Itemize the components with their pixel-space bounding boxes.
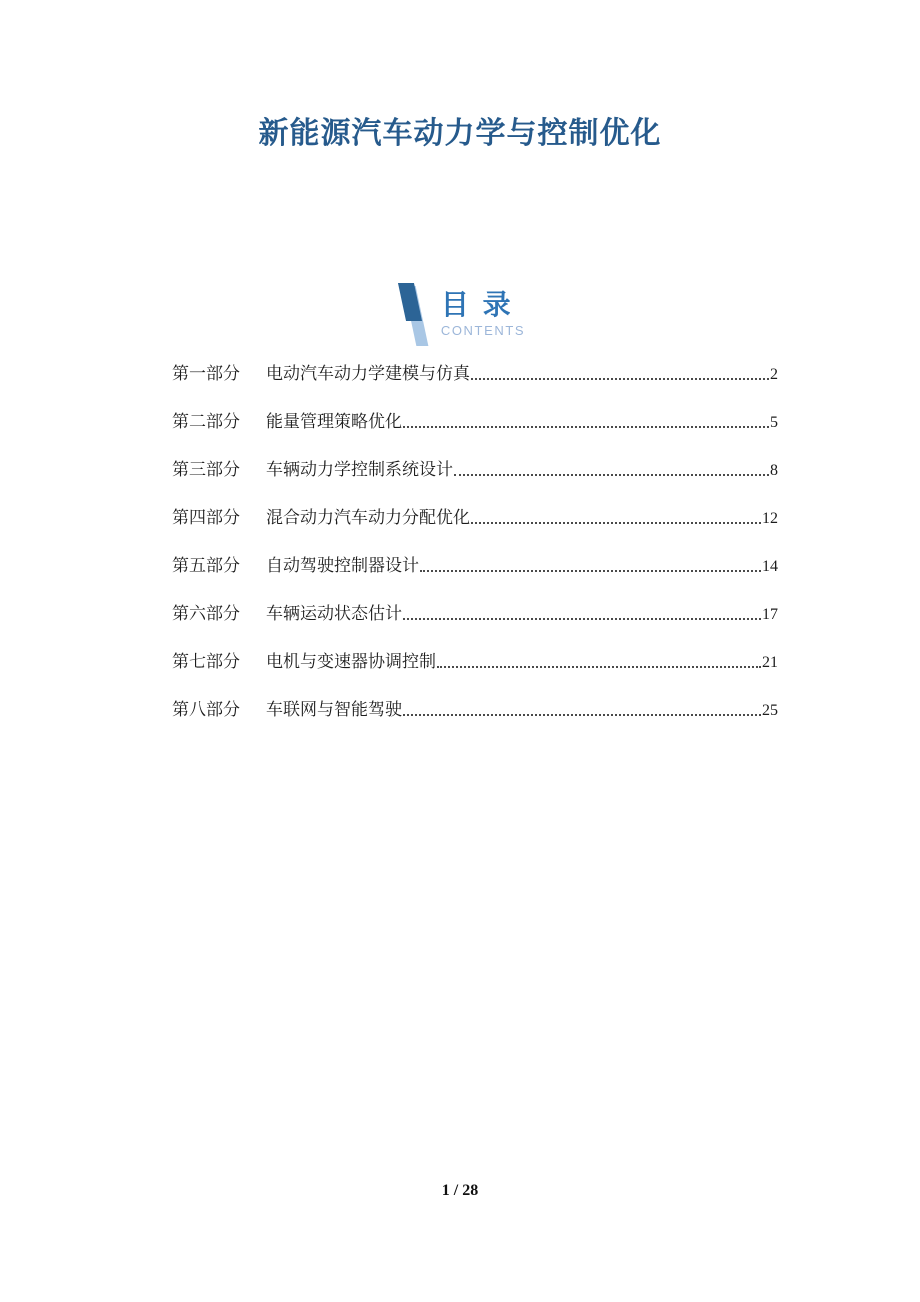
toc-dotted-leader — [471, 522, 761, 524]
toc-entry-label: 第五部分 — [172, 556, 240, 575]
toc-entry-label: 第四部分 — [172, 508, 240, 527]
page-number-indicator: 1 / 28 — [441, 1182, 479, 1199]
toc-dotted-leader — [454, 474, 769, 476]
toc-entry-title: 混合动力汽车动力分配优化 — [266, 508, 470, 527]
toc-entry-4 — [172, 506, 778, 528]
toc-header — [0, 283, 920, 349]
toc-entry-1 — [172, 362, 778, 384]
toc-entry-label: 第一部分 — [172, 364, 240, 383]
toc-entry-page: 21 — [762, 654, 778, 671]
toc-dotted-leader — [403, 618, 761, 620]
toc-entry-page: 5 — [770, 414, 778, 431]
toc-entry-3 — [172, 458, 778, 480]
toc-dotted-leader — [471, 378, 769, 380]
document-title: 新能源汽车动力学与控制优化 — [258, 117, 662, 150]
toc-entry-title: 车辆动力学控制系统设计 — [266, 460, 453, 479]
toc-entry-page: 2 — [770, 366, 778, 383]
toc-entry-page: 17 — [762, 606, 778, 623]
toc-entry-title: 能量管理策略优化 — [266, 412, 402, 431]
toc-entry-title: 电机与变速器协调控制 — [266, 652, 436, 671]
toc-subheading: CONTENTS — [440, 323, 526, 338]
toc-heading: 目 录 — [440, 289, 511, 320]
toc-entry-2 — [172, 410, 778, 432]
toc-entry-title: 车联网与智能驾驶 — [266, 700, 402, 719]
toc-entry-label: 第二部分 — [172, 412, 240, 431]
toc-entry-page: 25 — [762, 702, 778, 719]
toc-entry-label: 第八部分 — [172, 700, 240, 719]
toc-slash-icon — [395, 283, 435, 349]
toc-dotted-leader — [437, 666, 761, 668]
toc-entry-6 — [172, 602, 778, 624]
toc-entry-page: 8 — [770, 462, 778, 479]
toc-entry-page: 14 — [762, 558, 778, 575]
toc-entry-title: 自动驾驶控制器设计 — [266, 556, 419, 575]
toc-heading-group — [441, 283, 525, 338]
toc-entry-5 — [172, 554, 778, 576]
toc-entry-label: 第六部分 — [172, 604, 240, 623]
toc-dotted-leader — [420, 570, 761, 572]
toc-dotted-leader — [403, 714, 761, 716]
toc-list — [172, 362, 778, 746]
toc-dotted-leader — [403, 426, 769, 428]
toc-entry-7 — [172, 650, 778, 672]
toc-entry-8 — [172, 698, 778, 720]
toc-entry-title: 车辆运动状态估计 — [266, 604, 402, 623]
toc-entry-label: 第七部分 — [172, 652, 240, 671]
toc-entry-title: 电动汽车动力学建模与仿真 — [266, 364, 470, 383]
toc-entry-page: 12 — [762, 510, 778, 527]
toc-entry-label: 第三部分 — [172, 460, 240, 479]
